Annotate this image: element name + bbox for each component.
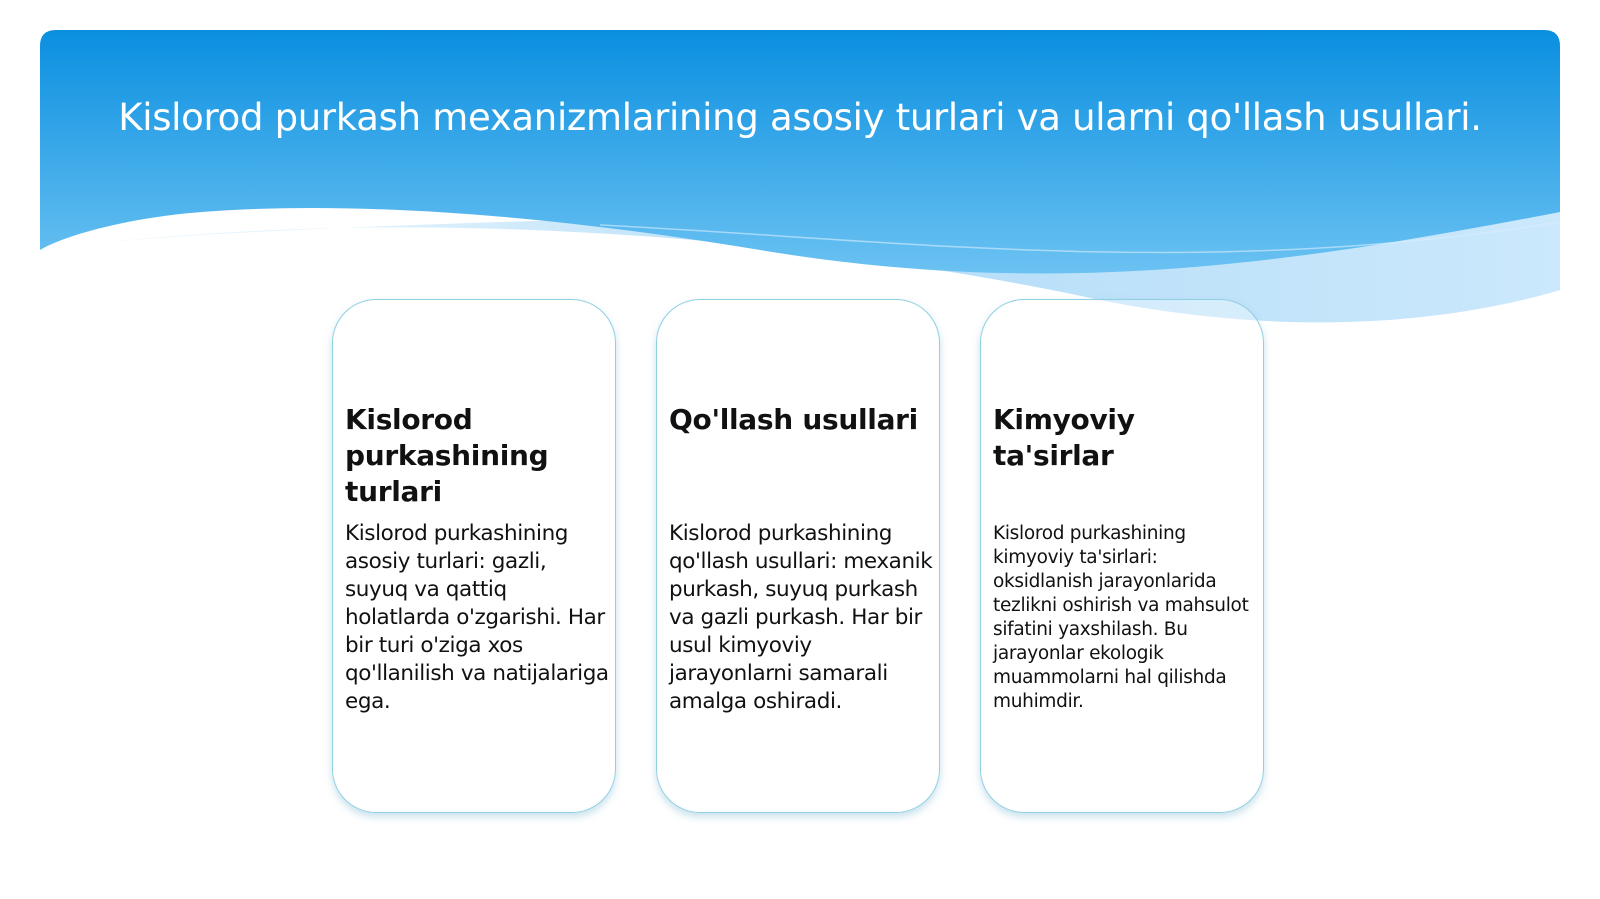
card-body: Kislorod purkashining qo'llash usullari: mexanik purkash, suyuq purkash va gazli purkash. Har bir usul kimyoviy jarayonlarni samarali amalga oshiradi. — [669, 521, 933, 714]
card-title: Qo'llash usullari — [669, 403, 918, 436]
slide-title: Kislorod purkash mexanizmlarining asosiy turlari va ularni qo'llash usullari. — [118, 96, 1482, 139]
card-application-methods — [656, 299, 940, 813]
card-title: Kislorod purkashining turlari — [345, 403, 549, 508]
card-body: Kislorod purkashining asosiy turlari: gazli, suyuq va qattiq holatlarda o'zgarishi. Har bir turi o'ziga xos qo'llanilish va natijalariga ega. — [345, 521, 609, 714]
wave-banner — [0, 0, 1600, 340]
card-title: Kimyoviy ta'sirlar — [993, 403, 1135, 472]
card-chemical-effects — [980, 299, 1264, 813]
card-body: Kislorod purkashining kimyoviy ta'sirlari: oksidlanish jarayonlarida tezlikni oshirish va mahsulot sifatini yaxshilash. Bu jarayonlar ekologik muammolarni hal qilishda muhimdir. — [993, 523, 1249, 712]
card-oxygen-spraying-types — [332, 299, 616, 813]
